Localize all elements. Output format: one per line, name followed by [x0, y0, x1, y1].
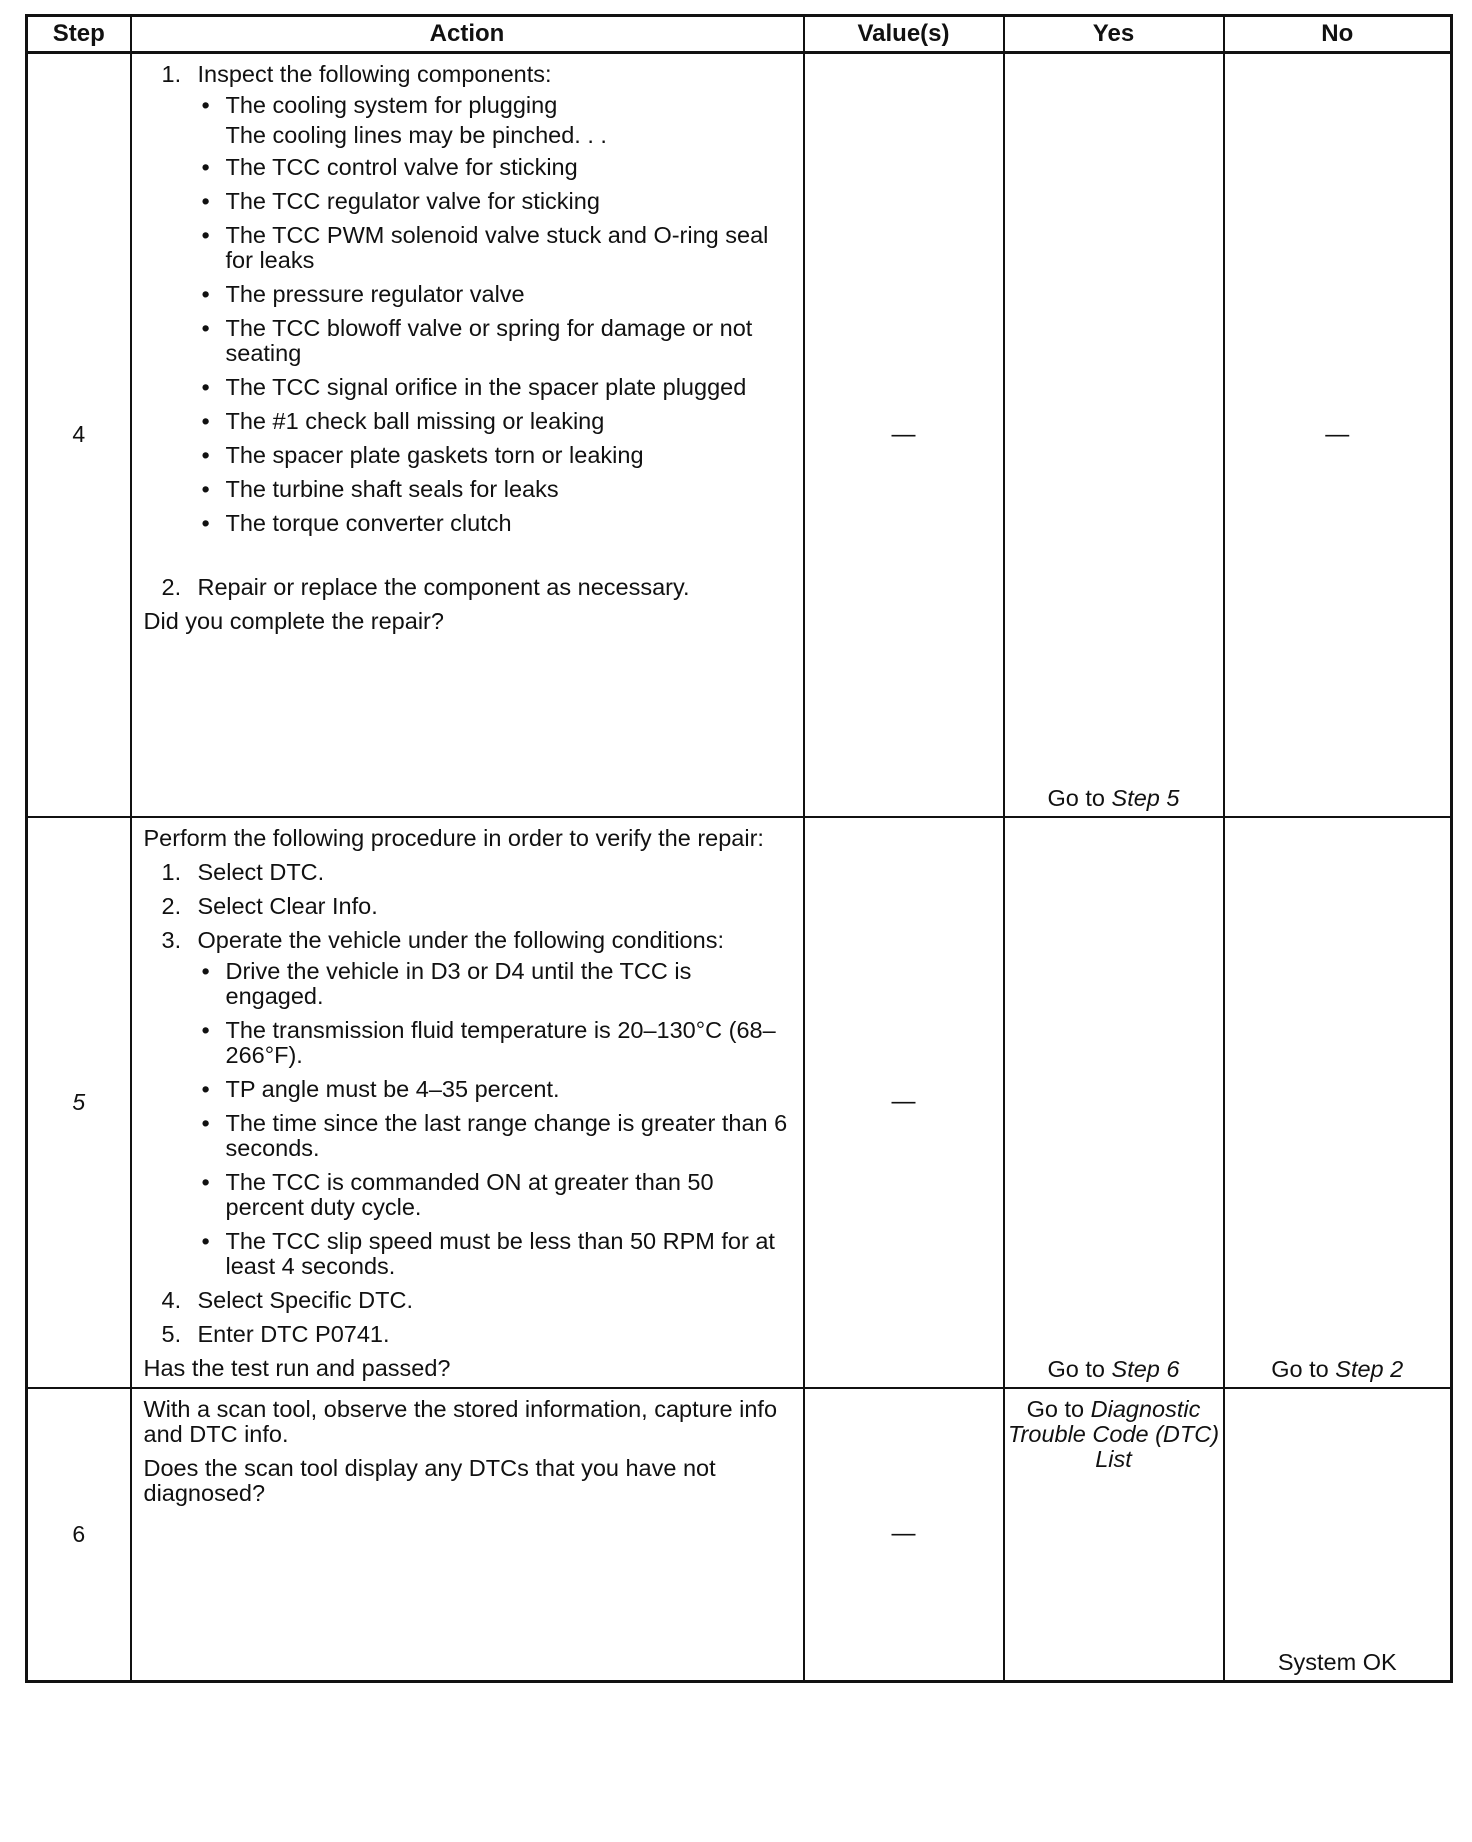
action-cell — [131, 1388, 804, 1682]
intro-text: With a scan tool, observe the stored information, capture info and DTC info. — [143, 1395, 778, 1447]
bullet-item: • The TCC regulator valve for sticking — [198, 189, 793, 214]
header-step: Step — [27, 16, 131, 53]
bullet-item: • The TCC slip speed must be less than 50 RPM for at least 4 seconds. — [198, 1229, 793, 1279]
bullet-item: • The cooling system for plugging — [198, 93, 793, 118]
bullet-item: • The TCC is commanded ON at greater than 50 percent duty cycle. — [198, 1170, 793, 1220]
diagnostic-table-wrapper — [25, 14, 1450, 1683]
action-item — [144, 860, 793, 885]
item-text: Select Clear Info. — [197, 892, 378, 919]
header-no: No — [1224, 16, 1452, 53]
no-step-link[interactable]: Step 2 — [1335, 1355, 1404, 1382]
yes-prefix: Go to — [1026, 1395, 1091, 1422]
bullet-item: • The transmission fluid temperature is 20–130°C (68–266°F). — [198, 1018, 793, 1068]
table-row-step-6 — [27, 1388, 1452, 1682]
no-cell — [1224, 817, 1452, 1388]
values-cell: — — [804, 1388, 1004, 1682]
item-text: Inspect the following components: — [197, 61, 552, 87]
step-number: 5 — [27, 817, 131, 1388]
item-text: Enter DTC P0741. — [197, 1320, 390, 1347]
diagnostic-table — [25, 14, 1453, 1683]
bullet-item: • The #1 check ball missing or leaking — [198, 409, 793, 434]
step-number: 6 — [27, 1388, 131, 1682]
item-number: 1. — [161, 61, 182, 87]
bullet-item: • The TCC control valve for sticking — [198, 155, 793, 180]
item-text: Select Specific DTC. — [197, 1286, 413, 1313]
item-text: Select DTC. — [197, 858, 325, 885]
no-prefix: Go to — [1271, 1355, 1336, 1382]
item-text: Operate the vehicle under the following conditions: — [197, 926, 724, 953]
yes-cell — [1004, 53, 1224, 817]
action-item — [144, 575, 793, 600]
yes-prefix: Go to — [1047, 784, 1112, 811]
bullet-item: • Drive the vehicle in D3 or D4 until the TCC is engaged. — [198, 959, 793, 1009]
yes-step-link[interactable]: Step 5 — [1111, 784, 1180, 811]
item-number: 2. — [161, 574, 182, 600]
no-cell: — — [1224, 53, 1452, 817]
intro-text: Perform the following procedure in order to verify the repair: — [143, 824, 764, 851]
yes-cell — [1004, 1388, 1224, 1682]
bullet-item: • The time since the last range change is greater than 6 seconds. — [198, 1111, 793, 1161]
bullet-list — [198, 93, 793, 536]
item-number: 4. — [161, 1286, 182, 1313]
bullet-item: • The TCC blowoff valve or spring for damage or not seating — [198, 316, 793, 366]
yes-cell — [1004, 817, 1224, 1388]
item-text: Repair or replace the component as necessary. — [197, 574, 690, 600]
values-cell: — — [804, 53, 1004, 817]
bullet-item: • The TCC PWM solenoid valve stuck and O-ring seal for leaks — [198, 223, 793, 273]
header-action: Action — [131, 16, 804, 53]
action-cell — [131, 53, 804, 817]
bullet-list — [198, 959, 793, 1279]
header-values: Value(s) — [804, 16, 1004, 53]
table-row-step-4 — [27, 53, 1452, 817]
question-text: Did you complete the repair? — [143, 608, 444, 634]
question-text: Does the scan tool display any DTCs that you have not diagnosed? — [143, 1454, 716, 1506]
bullet-item: • The pressure regulator valve — [198, 282, 793, 307]
bullet-item: • The spacer plate gaskets torn or leaking — [198, 443, 793, 468]
item-number: 1. — [161, 858, 182, 885]
action-cell — [131, 817, 804, 1388]
action-item — [144, 894, 793, 919]
bullet-item: • TP angle must be 4–35 percent. — [198, 1077, 793, 1102]
bullet-item: • The torque converter clutch — [198, 511, 793, 536]
values-cell: — — [804, 817, 1004, 1388]
question-text: Has the test run and passed? — [143, 1354, 451, 1381]
spacer — [144, 545, 793, 575]
table-row-step-5 — [27, 817, 1452, 1388]
step-number: 4 — [27, 53, 131, 817]
yes-step-link[interactable]: Step 6 — [1111, 1355, 1180, 1382]
item-number: 5. — [161, 1320, 182, 1347]
bullet-item: • The turbine shaft seals for leaks — [198, 477, 793, 502]
item-number: 2. — [161, 892, 182, 919]
action-item — [144, 1288, 793, 1313]
action-item — [144, 62, 793, 536]
item-number: 3. — [161, 926, 182, 953]
bullet-note: The cooling lines may be pinched. . . — [225, 122, 607, 148]
action-item — [144, 928, 793, 1279]
bullet-item: • The TCC signal orifice in the spacer plate plugged — [198, 375, 793, 400]
action-item — [144, 1322, 793, 1347]
dtc-list-link[interactable]: Diagnostic Trouble Code (DTC) List — [1007, 1395, 1220, 1472]
yes-prefix: Go to — [1047, 1355, 1112, 1382]
header-row — [27, 16, 1452, 53]
no-cell: System OK — [1224, 1388, 1452, 1682]
header-yes: Yes — [1004, 16, 1224, 53]
